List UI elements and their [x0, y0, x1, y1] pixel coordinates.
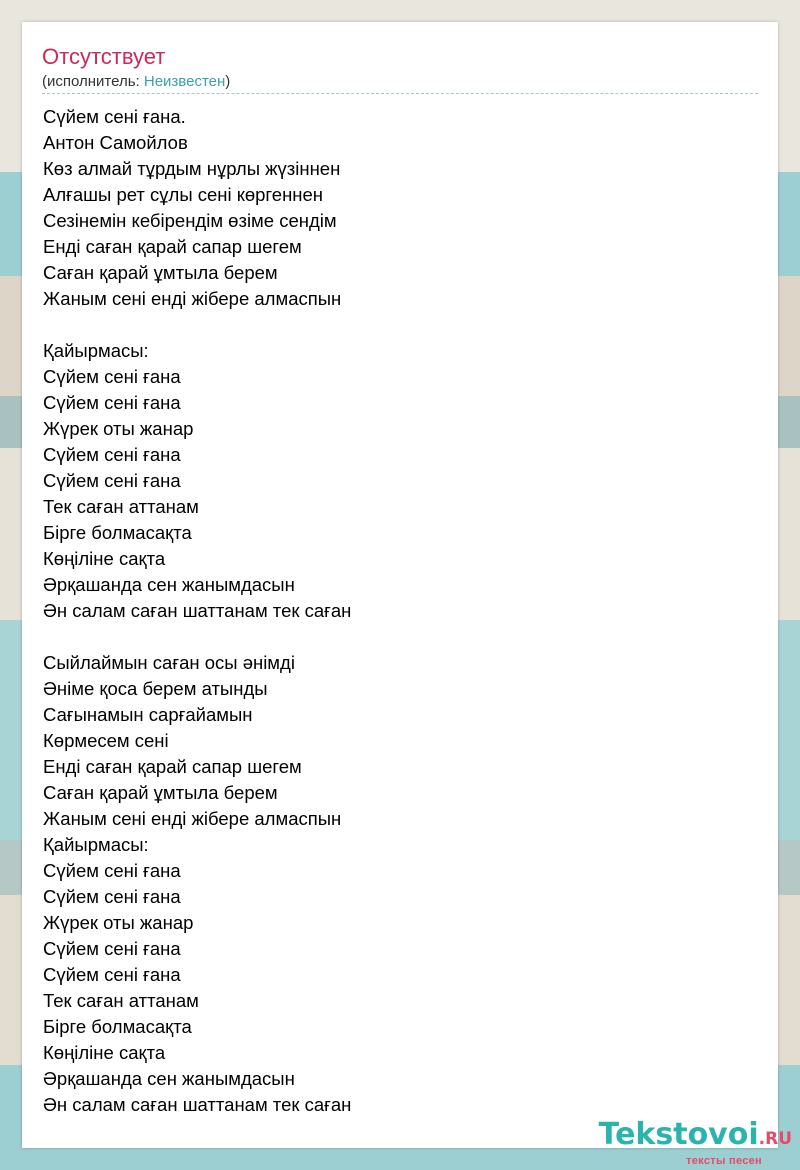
- logo-name: Tekstovoi: [598, 1117, 759, 1152]
- lyric-line: Антон Самойлов: [43, 132, 188, 153]
- lyric-line: Саған қарай ұмтыла берем: [43, 262, 278, 283]
- lyric-line: Әрқашанда сен жанымдасын: [43, 574, 295, 595]
- lyric-line: Көрмесем сені: [43, 730, 169, 751]
- artist-prefix: (исполнитель:: [42, 73, 144, 90]
- lyric-line: Сүйем сені ғана: [43, 366, 181, 387]
- logo-tagline: тексты песен: [686, 1155, 762, 1167]
- logo-wordmark: [599, 1119, 792, 1155]
- lyric-line: Сүйем сені ғана: [43, 886, 181, 907]
- header-divider: [42, 93, 758, 94]
- lyric-line: Бірге болмасақта: [43, 522, 192, 543]
- song-title: Отсутствует: [42, 44, 166, 69]
- artist-suffix: ): [225, 73, 231, 90]
- lyric-line: Алғашы рет сұлы сені көргеннен: [43, 184, 324, 205]
- lyric-line: Сүйем сені ғана: [43, 938, 181, 959]
- lyric-line: Сүйем сені ғана: [43, 470, 181, 491]
- lyric-line: Енді саған қарай сапар шегем: [43, 756, 302, 777]
- lyric-line: Әрқашанда сен жанымдасын: [43, 1068, 295, 1089]
- lyric-line: Жүрек оты жанар: [43, 418, 194, 439]
- lyric-line: Сезінемін кебірендім өзіме сендім: [43, 210, 337, 231]
- lyric-line: [43, 624, 763, 650]
- lyric-line: Тек саған аттанам: [43, 990, 199, 1011]
- lyric-line: Енді саған қарай сапар шегем: [43, 236, 302, 257]
- lyric-line: Сүйем сені ғана: [43, 444, 181, 465]
- logo-tld: .RU: [758, 1129, 792, 1149]
- lyric-line: Сүйем сені ғана.: [43, 106, 186, 127]
- lyrics-text: [43, 104, 763, 1118]
- song-subtitle: [42, 73, 230, 91]
- lyric-line: Саған қарай ұмтыла берем: [43, 782, 278, 803]
- lyric-line: Жүрек оты жанар: [43, 912, 194, 933]
- lyric-line: Жаным сені енді жібере алмаспын: [43, 288, 342, 309]
- lyric-line: Ән салам саған шаттанам тек саған: [43, 1094, 352, 1115]
- lyric-line: Сыйлаймын саған осы әнімді: [43, 652, 295, 673]
- lyric-line: Ән салам саған шаттанам тек саған: [43, 600, 352, 621]
- lyrics-card: [22, 22, 778, 1148]
- lyric-line: Әніме қоса берем атынды: [43, 678, 268, 699]
- lyric-line: Жаным сені енді жібере алмаспын: [43, 808, 342, 829]
- lyric-line: Тек саған аттанам: [43, 496, 199, 517]
- lyric-line: Көңіліне сақта: [43, 1042, 166, 1063]
- lyric-line: Сағынамын сарғайамын: [43, 704, 253, 725]
- lyric-line: Бірге болмасақта: [43, 1016, 192, 1037]
- lyric-line: Сүйем сені ғана: [43, 860, 181, 881]
- site-logo[interactable]: [599, 1119, 792, 1167]
- lyric-line: Қайырмасы:: [43, 340, 149, 361]
- artist-link[interactable]: Неизвестен: [143, 73, 226, 90]
- lyric-line: Сүйем сені ғана: [43, 392, 181, 413]
- lyric-line: Сүйем сені ғана: [43, 964, 181, 985]
- lyric-line: Қайырмасы:: [43, 834, 149, 855]
- lyric-line: Көңіліне сақта: [43, 548, 166, 569]
- lyric-line: Көз алмай тұрдым нұрлы жүзіннен: [43, 158, 341, 179]
- lyric-line: [43, 312, 763, 338]
